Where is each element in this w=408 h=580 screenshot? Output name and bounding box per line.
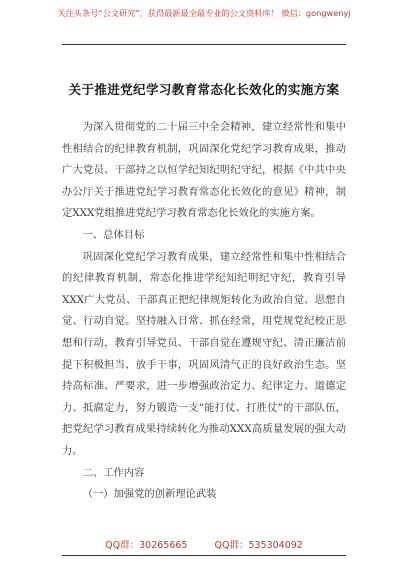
footer-qq-group-2: QQ群：535304092 [214, 540, 303, 551]
page-footer [0, 537, 408, 551]
intro-paragraph: 为深入贯彻党的二十届三中全会精神，建立经常性和集中性相结合的纪律教育机制，巩固深化党纪学习教育成果，推动广大党员、干部持之以恒学纪知纪明纪守纪，根据《中共中央办公厅关于推进党纪学习教育常态化长效化的意见》精神，制定XXX党组推进党纪学习教育常态化长效化的实施方案。 [62, 121, 346, 220]
document-body [62, 117, 346, 506]
page-header-promo: 关注头条号“公文研究”，获得最新最全最专业的公文资料库！ 微信：gongwenyj [57, 8, 351, 18]
header-divider [62, 44, 346, 45]
document-title: 关于推进党纪学习教育常态化长效化的实施方案 [68, 82, 340, 97]
footer-qq-group-1: QQ群：30265665 [105, 540, 188, 551]
goals-paragraph: 巩固深化党纪学习教育成果，建立经常性和集中性相结合的纪律教育机制，常态化推进学纪知纪明纪守纪，教育引导XXX广大党员、干部真正把纪律规矩转化为政治自觉、思想自觉、行动自觉。坚持融入日常、抓在经常，用党规党纪校正思想和行动，教育引导党员、干部自觉在遵规守纪、清正廉洁前提下积极担当、放手干事，巩固风清气正的良好政治生态。坚持高标准、严要求，进一步增强政治定力、纪律定力、道德定力、抵腐定力，努力锻造一支“能打仗、打胜仗”的干部队伍，把党纪学习教育成果持续转化为推动XXX高质量发展的强大动力。 [62, 250, 346, 457]
subsection-heading-theory: （一）加强党的创新理论武装 [82, 488, 217, 501]
section-heading-work: 二、工作内容 [82, 466, 145, 479]
footer-divider [62, 555, 346, 556]
section-heading-goals: 一、总体目标 [82, 228, 145, 241]
